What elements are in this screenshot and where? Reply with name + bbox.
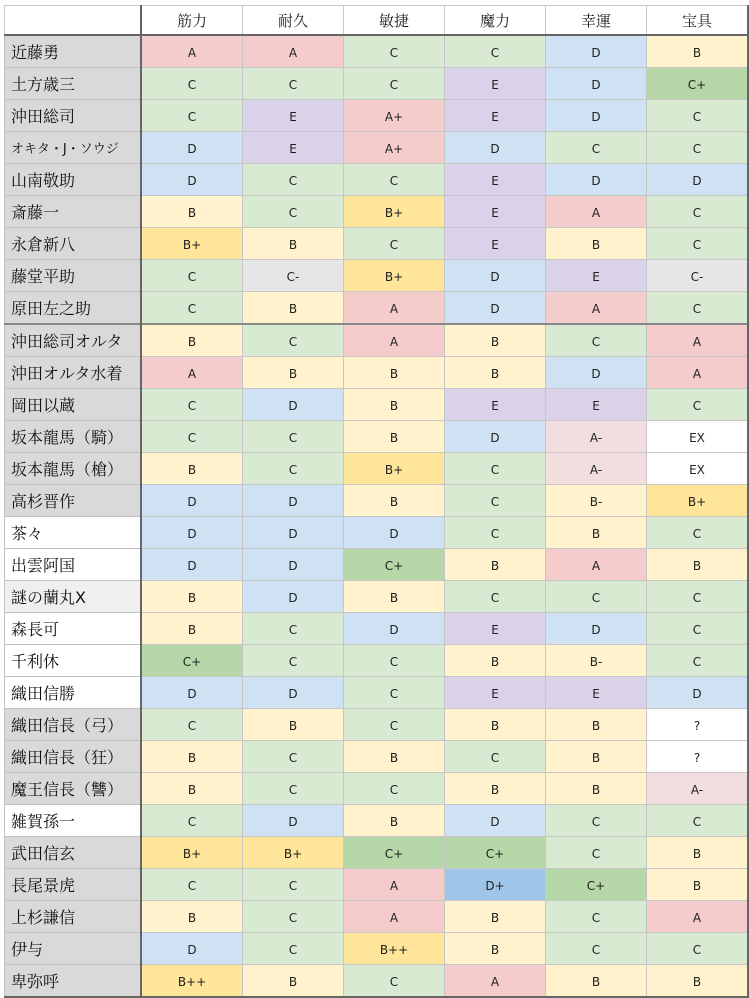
value-cell[interactable]: C xyxy=(647,805,749,837)
table-row xyxy=(5,164,749,196)
value-cell[interactable]: C xyxy=(647,132,749,164)
value-cell[interactable]: D xyxy=(243,805,344,837)
table-row xyxy=(5,517,749,549)
value-cell[interactable]: B xyxy=(344,389,445,421)
value-cell[interactable]: B xyxy=(445,357,546,389)
table-row xyxy=(5,196,749,228)
value-cell[interactable]: B xyxy=(243,965,344,998)
value-cell[interactable]: C+ xyxy=(546,869,647,901)
name-cell[interactable]: 沖田オルタ水着 xyxy=(5,357,142,389)
value-cell[interactable]: A xyxy=(546,292,647,325)
value-cell[interactable]: B xyxy=(243,228,344,260)
value-cell[interactable]: C xyxy=(647,517,749,549)
value-cell[interactable]: A xyxy=(344,869,445,901)
value-cell[interactable]: C+ xyxy=(445,837,546,869)
value-cell[interactable]: B xyxy=(445,773,546,805)
table-row xyxy=(5,228,749,260)
value-cell[interactable]: A xyxy=(344,901,445,933)
value-cell[interactable]: D xyxy=(344,517,445,549)
stats-table xyxy=(4,5,749,998)
value-cell[interactable]: C xyxy=(141,389,243,421)
name-cell[interactable]: 近藤勇 xyxy=(5,35,142,68)
value-cell[interactable]: C xyxy=(141,260,243,292)
value-cell[interactable]: ? xyxy=(647,741,749,773)
value-cell[interactable]: A xyxy=(546,196,647,228)
value-cell[interactable]: B xyxy=(344,485,445,517)
table-row xyxy=(5,324,749,357)
value-cell[interactable]: D xyxy=(243,485,344,517)
value-cell[interactable]: B xyxy=(647,965,749,998)
value-cell[interactable]: C xyxy=(243,741,344,773)
corner-cell[interactable] xyxy=(5,6,142,36)
table-row xyxy=(5,485,749,517)
value-cell[interactable]: C xyxy=(546,581,647,613)
value-cell[interactable]: C xyxy=(243,421,344,453)
value-cell[interactable]: A xyxy=(141,357,243,389)
value-cell[interactable]: D xyxy=(141,132,243,164)
value-cell[interactable]: C xyxy=(141,869,243,901)
value-cell[interactable]: B+ xyxy=(141,837,243,869)
name-cell[interactable]: 岡田以蔵 xyxy=(5,389,142,421)
value-cell[interactable]: C xyxy=(344,35,445,68)
table-row xyxy=(5,965,749,998)
value-cell[interactable]: D xyxy=(445,292,546,325)
value-cell[interactable]: C- xyxy=(243,260,344,292)
value-cell[interactable]: C xyxy=(445,35,546,68)
value-cell[interactable]: B xyxy=(243,709,344,741)
value-cell[interactable]: E xyxy=(546,389,647,421)
table-row xyxy=(5,709,749,741)
value-cell[interactable]: D xyxy=(546,164,647,196)
name-cell[interactable]: 永倉新八 xyxy=(5,228,142,260)
value-cell[interactable]: B xyxy=(647,549,749,581)
value-cell[interactable]: B xyxy=(546,773,647,805)
value-cell[interactable]: B xyxy=(141,613,243,645)
value-cell[interactable]: C xyxy=(647,292,749,325)
value-cell[interactable]: D xyxy=(243,517,344,549)
value-cell[interactable]: A xyxy=(243,35,344,68)
value-cell[interactable]: E xyxy=(445,677,546,709)
value-cell[interactable]: C+ xyxy=(141,645,243,677)
name-cell[interactable]: 藤堂平助 xyxy=(5,260,142,292)
value-cell[interactable]: C xyxy=(647,228,749,260)
value-cell[interactable]: C+ xyxy=(647,68,749,100)
value-cell[interactable]: B xyxy=(546,741,647,773)
value-cell[interactable]: E xyxy=(445,228,546,260)
value-cell[interactable]: B xyxy=(546,965,647,998)
value-cell[interactable]: C+ xyxy=(344,549,445,581)
value-cell[interactable]: B xyxy=(141,324,243,357)
value-cell[interactable]: C xyxy=(141,805,243,837)
value-cell[interactable]: B xyxy=(141,196,243,228)
value-cell[interactable]: C xyxy=(445,741,546,773)
value-cell[interactable]: ? xyxy=(647,709,749,741)
value-cell[interactable]: C xyxy=(445,453,546,485)
value-cell[interactable]: C xyxy=(344,965,445,998)
value-cell[interactable]: B xyxy=(141,773,243,805)
table-row xyxy=(5,933,749,965)
name-cell[interactable]: 沖田総司オルタ xyxy=(5,324,142,357)
value-cell[interactable]: A xyxy=(344,324,445,357)
table-row xyxy=(5,677,749,709)
column-header[interactable]: 魔力 xyxy=(445,6,546,36)
value-cell[interactable]: D xyxy=(445,421,546,453)
value-cell[interactable]: B xyxy=(141,581,243,613)
value-cell[interactable]: C xyxy=(243,773,344,805)
table-row xyxy=(5,292,749,325)
value-cell[interactable]: A xyxy=(647,357,749,389)
name-cell[interactable]: 山南敬助 xyxy=(5,164,142,196)
table-row xyxy=(5,741,749,773)
value-cell[interactable]: D xyxy=(546,68,647,100)
value-cell[interactable]: B xyxy=(445,645,546,677)
value-cell[interactable]: B xyxy=(141,741,243,773)
value-cell[interactable]: C xyxy=(344,68,445,100)
value-cell[interactable]: D xyxy=(141,164,243,196)
value-cell[interactable]: E xyxy=(445,100,546,132)
table-row xyxy=(5,421,749,453)
value-cell[interactable]: C xyxy=(647,933,749,965)
value-cell[interactable]: B xyxy=(141,901,243,933)
value-cell[interactable]: C xyxy=(647,581,749,613)
value-cell[interactable]: B xyxy=(647,35,749,68)
value-cell[interactable]: C xyxy=(344,164,445,196)
table-row xyxy=(5,132,749,164)
value-cell[interactable]: D xyxy=(647,164,749,196)
value-cell[interactable]: EX xyxy=(647,453,749,485)
name-cell[interactable]: 出雲阿国 xyxy=(5,549,142,581)
name-cell[interactable]: 織田信長（狂） xyxy=(5,741,142,773)
value-cell[interactable]: C xyxy=(243,196,344,228)
value-cell[interactable]: B xyxy=(243,357,344,389)
name-cell[interactable]: 織田信勝 xyxy=(5,677,142,709)
table-row xyxy=(5,68,749,100)
value-cell[interactable]: D xyxy=(445,260,546,292)
table-row xyxy=(5,869,749,901)
name-cell[interactable]: 坂本龍馬（槍） xyxy=(5,453,142,485)
value-cell[interactable]: D xyxy=(647,677,749,709)
name-cell[interactable]: 織田信長（弓） xyxy=(5,709,142,741)
value-cell[interactable]: D xyxy=(141,485,243,517)
value-cell[interactable]: A xyxy=(344,292,445,325)
value-cell[interactable]: C xyxy=(546,132,647,164)
value-cell[interactable]: B+ xyxy=(647,485,749,517)
name-cell[interactable]: 雑賀孫一 xyxy=(5,805,142,837)
column-header[interactable]: 幸運 xyxy=(546,6,647,36)
value-cell[interactable]: C xyxy=(141,421,243,453)
table-body xyxy=(5,35,749,997)
value-cell[interactable]: D xyxy=(243,677,344,709)
value-cell[interactable]: D xyxy=(243,581,344,613)
table-row xyxy=(5,549,749,581)
value-cell[interactable]: EX xyxy=(647,421,749,453)
value-cell[interactable]: C xyxy=(546,901,647,933)
value-cell[interactable]: B xyxy=(445,549,546,581)
value-cell[interactable]: C xyxy=(243,901,344,933)
name-cell[interactable]: 森長可 xyxy=(5,613,142,645)
value-cell[interactable]: C xyxy=(546,837,647,869)
value-cell[interactable]: C xyxy=(647,100,749,132)
name-cell[interactable]: 魔王信長（讐） xyxy=(5,773,142,805)
value-cell[interactable]: B+ xyxy=(243,837,344,869)
value-cell[interactable]: B xyxy=(445,901,546,933)
value-cell[interactable]: E xyxy=(243,132,344,164)
value-cell[interactable]: A xyxy=(546,549,647,581)
table-row xyxy=(5,773,749,805)
value-cell[interactable]: B xyxy=(344,421,445,453)
value-cell[interactable]: E xyxy=(445,613,546,645)
value-cell[interactable]: B- xyxy=(546,645,647,677)
name-cell[interactable]: 茶々 xyxy=(5,517,142,549)
value-cell[interactable]: D xyxy=(344,613,445,645)
value-cell[interactable]: B xyxy=(445,324,546,357)
value-cell[interactable]: C xyxy=(344,645,445,677)
value-cell[interactable]: C xyxy=(243,645,344,677)
value-cell[interactable]: B xyxy=(445,933,546,965)
name-cell[interactable]: 沖田総司 xyxy=(5,100,142,132)
value-cell[interactable]: D xyxy=(546,613,647,645)
value-cell[interactable]: B- xyxy=(546,485,647,517)
value-cell[interactable]: C xyxy=(243,164,344,196)
value-cell[interactable]: E xyxy=(546,260,647,292)
value-cell[interactable]: C xyxy=(243,324,344,357)
value-cell[interactable]: D xyxy=(445,805,546,837)
value-cell[interactable]: C xyxy=(344,228,445,260)
value-cell[interactable]: A xyxy=(647,324,749,357)
value-cell[interactable]: B xyxy=(344,741,445,773)
table-row xyxy=(5,901,749,933)
value-cell[interactable]: D xyxy=(546,35,647,68)
value-cell[interactable]: D xyxy=(546,100,647,132)
value-cell[interactable]: C xyxy=(546,933,647,965)
value-cell[interactable]: B+ xyxy=(344,453,445,485)
name-cell[interactable]: 上杉謙信 xyxy=(5,901,142,933)
value-cell[interactable]: B xyxy=(243,292,344,325)
value-cell[interactable]: A- xyxy=(546,421,647,453)
value-cell[interactable]: D xyxy=(243,389,344,421)
table-row xyxy=(5,453,749,485)
value-cell[interactable]: C+ xyxy=(344,837,445,869)
value-cell[interactable]: C xyxy=(647,389,749,421)
value-cell[interactable]: A xyxy=(445,965,546,998)
name-cell[interactable]: 卑弥呼 xyxy=(5,965,142,998)
column-header[interactable]: 宝具 xyxy=(647,6,749,36)
value-cell[interactable]: D xyxy=(141,677,243,709)
value-cell[interactable]: C xyxy=(344,773,445,805)
column-header[interactable]: 耐久 xyxy=(243,6,344,36)
value-cell[interactable]: B+ xyxy=(141,228,243,260)
value-cell[interactable]: C xyxy=(647,613,749,645)
table-row xyxy=(5,645,749,677)
value-cell[interactable]: C xyxy=(141,100,243,132)
value-cell[interactable]: B xyxy=(546,709,647,741)
table-row xyxy=(5,260,749,292)
value-cell[interactable]: B xyxy=(546,517,647,549)
value-cell[interactable]: C xyxy=(243,453,344,485)
value-cell[interactable]: C xyxy=(546,805,647,837)
name-cell[interactable]: 高杉晋作 xyxy=(5,485,142,517)
value-cell[interactable]: C xyxy=(546,324,647,357)
value-cell[interactable]: A+ xyxy=(344,132,445,164)
value-cell[interactable]: A xyxy=(647,901,749,933)
value-cell[interactable]: D xyxy=(141,933,243,965)
value-cell[interactable]: C xyxy=(141,709,243,741)
value-cell[interactable]: B+ xyxy=(344,260,445,292)
name-cell[interactable]: 伊与 xyxy=(5,933,142,965)
value-cell[interactable]: E xyxy=(243,100,344,132)
value-cell[interactable]: D xyxy=(546,357,647,389)
value-cell[interactable]: C- xyxy=(647,260,749,292)
value-cell[interactable]: B xyxy=(546,228,647,260)
value-cell[interactable]: C xyxy=(243,869,344,901)
header-row xyxy=(5,6,749,36)
name-cell[interactable]: 原田左之助 xyxy=(5,292,142,325)
value-cell[interactable]: A- xyxy=(647,773,749,805)
value-cell[interactable]: C xyxy=(344,677,445,709)
value-cell[interactable]: E xyxy=(445,389,546,421)
value-cell[interactable]: B xyxy=(344,357,445,389)
spreadsheet xyxy=(4,5,749,998)
value-cell[interactable]: E xyxy=(445,164,546,196)
value-cell[interactable]: A+ xyxy=(344,100,445,132)
name-cell[interactable]: 長尾景虎 xyxy=(5,869,142,901)
value-cell[interactable]: B xyxy=(647,837,749,869)
table-row xyxy=(5,837,749,869)
table-row xyxy=(5,35,749,68)
column-header[interactable]: 筋力 xyxy=(141,6,243,36)
value-cell[interactable]: D xyxy=(445,132,546,164)
name-cell[interactable]: 武田信玄 xyxy=(5,837,142,869)
table-row xyxy=(5,805,749,837)
table-row xyxy=(5,389,749,421)
value-cell[interactable]: B xyxy=(344,581,445,613)
value-cell[interactable]: B+ xyxy=(344,196,445,228)
table-row xyxy=(5,613,749,645)
value-cell[interactable]: C xyxy=(243,68,344,100)
value-cell[interactable]: B xyxy=(445,709,546,741)
value-cell[interactable]: C xyxy=(445,485,546,517)
table-row xyxy=(5,100,749,132)
column-header[interactable]: 敏捷 xyxy=(344,6,445,36)
name-cell[interactable]: 謎の蘭丸X xyxy=(5,581,142,613)
value-cell[interactable]: D xyxy=(141,549,243,581)
value-cell[interactable]: D xyxy=(243,549,344,581)
value-cell[interactable]: D+ xyxy=(445,869,546,901)
value-cell[interactable]: B++ xyxy=(344,933,445,965)
name-cell[interactable]: 坂本龍馬（騎） xyxy=(5,421,142,453)
value-cell[interactable]: B xyxy=(647,869,749,901)
value-cell[interactable]: B xyxy=(344,805,445,837)
value-cell[interactable]: C xyxy=(344,709,445,741)
value-cell[interactable]: C xyxy=(141,292,243,325)
value-cell[interactable]: C xyxy=(445,581,546,613)
table-row xyxy=(5,357,749,389)
value-cell[interactable]: E xyxy=(546,677,647,709)
value-cell[interactable]: E xyxy=(445,196,546,228)
value-cell[interactable]: E xyxy=(445,68,546,100)
name-cell[interactable]: 斎藤一 xyxy=(5,196,142,228)
value-cell[interactable]: C xyxy=(141,68,243,100)
value-cell[interactable]: B xyxy=(141,453,243,485)
table-row xyxy=(5,581,749,613)
value-cell[interactable]: A xyxy=(141,35,243,68)
name-cell[interactable]: 千利休 xyxy=(5,645,142,677)
value-cell[interactable]: B++ xyxy=(141,965,243,998)
value-cell[interactable]: C xyxy=(647,645,749,677)
value-cell[interactable]: C xyxy=(243,613,344,645)
name-cell[interactable]: 土方歳三 xyxy=(5,68,142,100)
value-cell[interactable]: A- xyxy=(546,453,647,485)
value-cell[interactable]: C xyxy=(243,933,344,965)
name-cell[interactable]: オキタ・J・ソウジ xyxy=(5,132,142,164)
value-cell[interactable]: D xyxy=(141,517,243,549)
value-cell[interactable]: C xyxy=(445,517,546,549)
value-cell[interactable]: C xyxy=(647,196,749,228)
